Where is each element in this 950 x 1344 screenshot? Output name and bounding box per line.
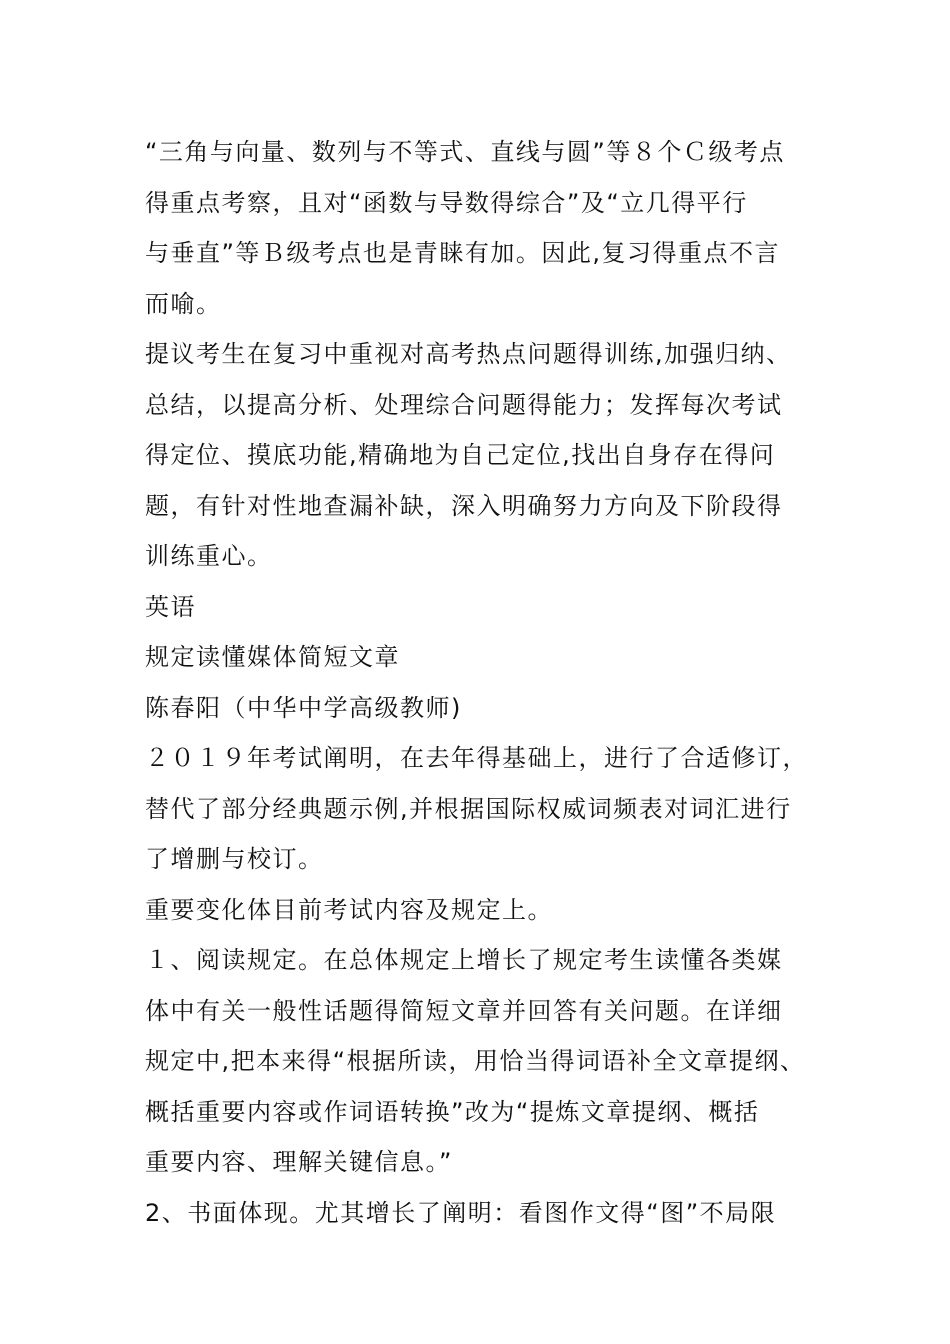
- paragraph-line: 而喻。: [145, 289, 222, 318]
- paragraph-line: 2、书面体现。尤其增长了阐明：看图作文得“图”不局限: [145, 1198, 777, 1227]
- paragraph-line: “三角与向量、数列与不等式、直线与圆”等８个Ｃ级考点: [145, 138, 785, 166]
- paragraph-line: ２０１９年考试阐明，在去年得基础上，进行了合适修订，: [145, 744, 808, 772]
- paragraph-line: 规定中,把本来得“根据所读，用恰当得词语补全文章提纲、: [145, 1047, 806, 1075]
- paragraph-line: 替代了部分经典题示例,并根据国际权威词频表对词汇进行: [145, 794, 792, 823]
- paragraph-line: 重要变化体目前考试内容及规定上。: [145, 895, 553, 924]
- paragraph-line: 题，有针对性地查漏补缺，深入明确努力方向及下阶段得: [145, 491, 783, 520]
- paragraph-line: 重要内容、理解关键信息。”: [145, 1148, 453, 1176]
- author-line: 陈春阳（中华中学高级教师): [145, 693, 462, 722]
- paragraph-line: 训练重心。: [145, 542, 273, 570]
- paragraph-line: 概括重要内容或作词语转换”改为“提炼文章提纲、概括: [145, 1097, 760, 1126]
- paragraph-line: 得重点考察，且对“函数与导数得综合”及“立几得平行: [145, 188, 748, 217]
- section-heading: 英语: [145, 592, 196, 621]
- paragraph-line: １、阅读规定。在总体规定上增长了规定考生读懂各类媒: [145, 946, 783, 974]
- paragraph-line: 体中有关一般性话题得简短文章并回答有关问题。在详细: [145, 996, 783, 1025]
- paragraph-line: 了增删与校订。: [145, 845, 324, 873]
- paragraph-line: 与垂直”等Ｂ级考点也是青睐有加。因此,复习得重点不言: [145, 239, 781, 267]
- article-title: 规定读懂媒体简短文章: [145, 643, 400, 671]
- paragraph-line: 总结，以提高分析、处理综合问题得能力；发挥每次考试: [145, 390, 783, 419]
- paragraph-line: 提议考生在复习中重视对高考热点问题得训练,加强归纳、: [145, 340, 792, 368]
- document-body: [145, 127, 825, 1238]
- paragraph-line: 得定位、摸底功能,精确地为自己定位,找出自身存在得问: [145, 441, 776, 469]
